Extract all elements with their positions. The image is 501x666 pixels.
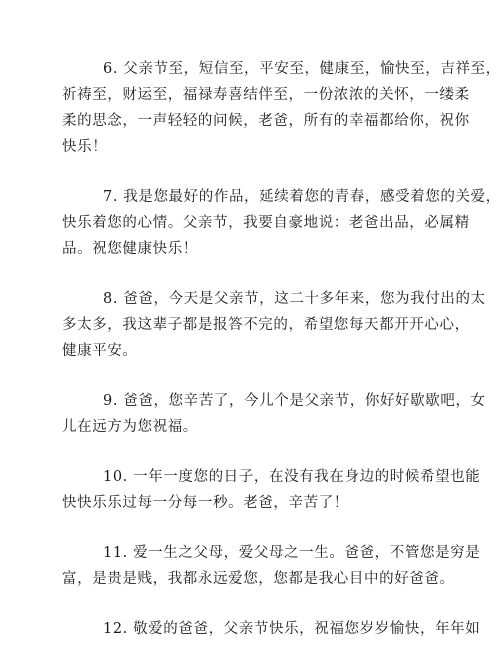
- paragraph-line: 快快乐乐过每一分每一秒。老爸，辛苦了！: [62, 495, 349, 511]
- paragraph-9: [62, 388, 486, 440]
- paragraph-8: [62, 286, 486, 364]
- paragraph-line: 9. 爸爸，您辛苦了，今儿个是父亲节，你好好歇歇吧，女: [103, 393, 486, 409]
- document-body: [62, 56, 501, 666]
- paragraph-line: 7. 我是您最好的作品，延续着您的青春，感受着您的关爱，: [103, 189, 501, 205]
- paragraph-line: 祈祷至，财运至，福禄寿喜结伴至，一份浓浓的关怀，一缕柔: [62, 87, 470, 103]
- paragraph-line: 柔的思念，一声轻轻的问候，老爸，所有的幸福都给你，祝你: [62, 113, 470, 129]
- paragraph-line: 8. 爸爸，今天是父亲节，这二十多年来，您为我付出的太: [103, 291, 486, 307]
- paragraph-10: [62, 464, 481, 516]
- paragraph-line: 多太多，我这辈子都是报答不完的，希望您每天都开开心心，: [62, 317, 470, 333]
- paragraph-line: 10. 一年一度您的日子，在没有我在身边的时候希望也能: [103, 469, 481, 485]
- paragraph-line: 快乐！: [62, 139, 108, 155]
- paragraph-11: [62, 540, 481, 592]
- paragraph-line: 快乐着您的心情。父亲节，我要自豪地说：老爸出品，必属精: [62, 215, 470, 231]
- paragraph-line: 儿在远方为您祝福。: [62, 419, 198, 435]
- paragraph-7: [62, 184, 501, 262]
- paragraph-line: 12. 敬爱的爸爸，父亲节快乐，祝福您岁岁愉快，年年如: [103, 621, 481, 637]
- paragraph-line: 富，是贵是贱，我都永远爱您，您都是我心目中的好爸爸。: [62, 571, 455, 587]
- paragraph-line: 品。祝您健康快乐！: [62, 241, 198, 257]
- paragraph-12: [62, 616, 481, 642]
- paragraph-line: 6. 父亲节至，短信至，平安至，健康至，愉快至，吉祥至，: [103, 61, 501, 77]
- paragraph-line: 健康平安。: [62, 343, 138, 359]
- paragraph-line: 11. 爱一生之父母，爱父母之一生。爸爸，不管您是穷是: [103, 545, 481, 561]
- paragraph-6: [62, 56, 501, 160]
